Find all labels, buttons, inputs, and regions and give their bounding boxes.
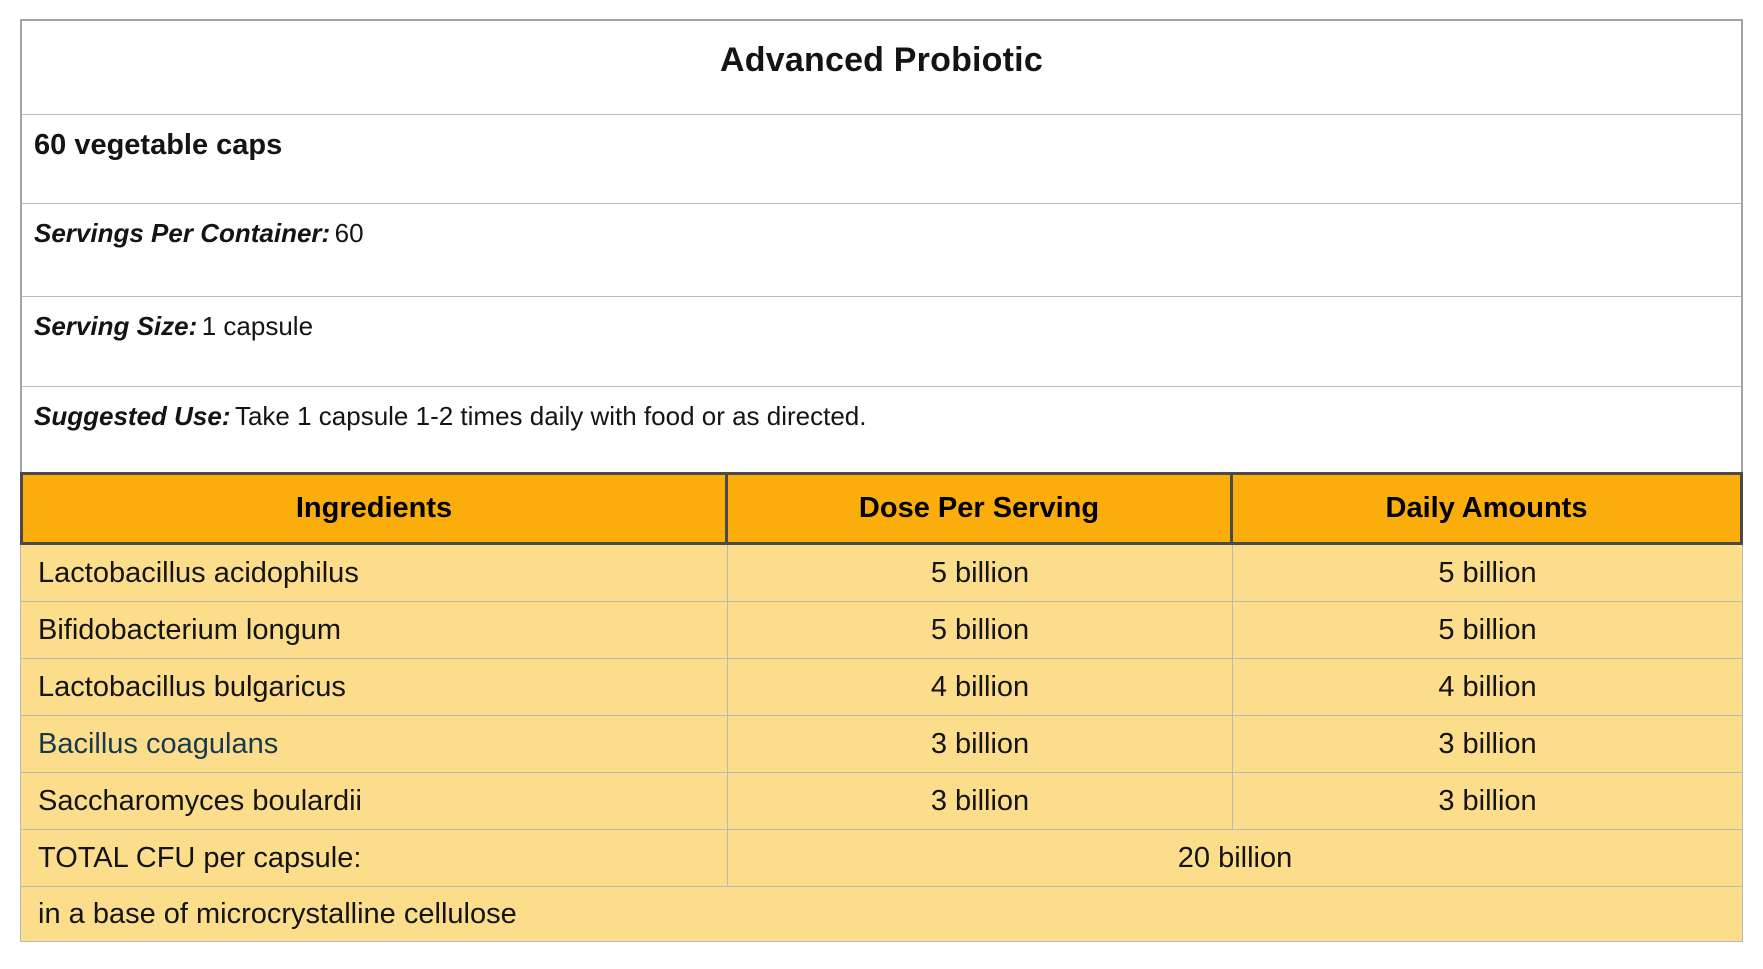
column-header-dose-per-serving: Dose Per Serving: [728, 475, 1233, 542]
dose-value: 3 billion: [728, 716, 1233, 772]
table-row: [21, 716, 1742, 773]
info-section: [20, 19, 1743, 472]
ingredient-name: Bifidobacterium longum: [21, 602, 728, 658]
table-row: [21, 659, 1742, 716]
serving-size-label: Serving Size:: [34, 311, 198, 341]
table-row: [21, 773, 1742, 830]
table-header-row: [20, 472, 1743, 545]
ingredients-table: [20, 472, 1743, 942]
daily-value: 3 billion: [1438, 784, 1537, 817]
suggested-use-row: [22, 387, 1741, 472]
column-header-daily-amounts: Daily Amounts: [1385, 492, 1588, 524]
servings-per-container-label: Servings Per Container:: [34, 218, 331, 248]
capsule-count: 60 vegetable caps: [34, 129, 283, 161]
serving-size-value: 1 capsule: [201, 311, 314, 341]
capsule-count-row: [22, 115, 1741, 204]
total-cfu-label: TOTAL CFU per capsule:: [21, 830, 728, 886]
page-title: Advanced Probiotic: [720, 41, 1043, 79]
table-body: [20, 545, 1743, 942]
suggested-use-value: Take 1 capsule 1-2 times daily with food or as directed.: [234, 401, 867, 431]
total-cfu-value: 20 billion: [1177, 841, 1293, 874]
ingredient-name: Lactobacillus acidophilus: [21, 545, 728, 601]
daily-value: 3 billion: [1438, 727, 1537, 760]
servings-per-container-value: 60: [334, 218, 364, 248]
title-row: [22, 21, 1741, 115]
servings-per-container-row: [22, 204, 1741, 297]
base-note-row: [21, 887, 1742, 941]
daily-value: 5 billion: [1438, 613, 1537, 646]
table-row: [21, 545, 1742, 602]
table-row: [21, 602, 1742, 659]
supplement-facts-panel: [20, 19, 1743, 942]
ingredient-name: Saccharomyces boulardii: [21, 773, 728, 829]
ingredient-link-bacillus-coagulans[interactable]: Bacillus coagulans: [21, 716, 728, 772]
daily-value: 5 billion: [1438, 556, 1537, 589]
dose-value: 5 billion: [728, 602, 1233, 658]
suggested-use-label: Suggested Use:: [34, 401, 231, 431]
daily-value: 4 billion: [1438, 670, 1537, 703]
total-cfu-row: [21, 830, 1742, 887]
dose-value: 3 billion: [728, 773, 1233, 829]
serving-size-row: [22, 297, 1741, 387]
ingredient-name: Lactobacillus bulgaricus: [21, 659, 728, 715]
dose-value: 5 billion: [728, 545, 1233, 601]
dose-value: 4 billion: [728, 659, 1233, 715]
column-header-ingredients: Ingredients: [23, 475, 728, 542]
base-note: in a base of microcrystalline cellulose: [38, 897, 517, 930]
